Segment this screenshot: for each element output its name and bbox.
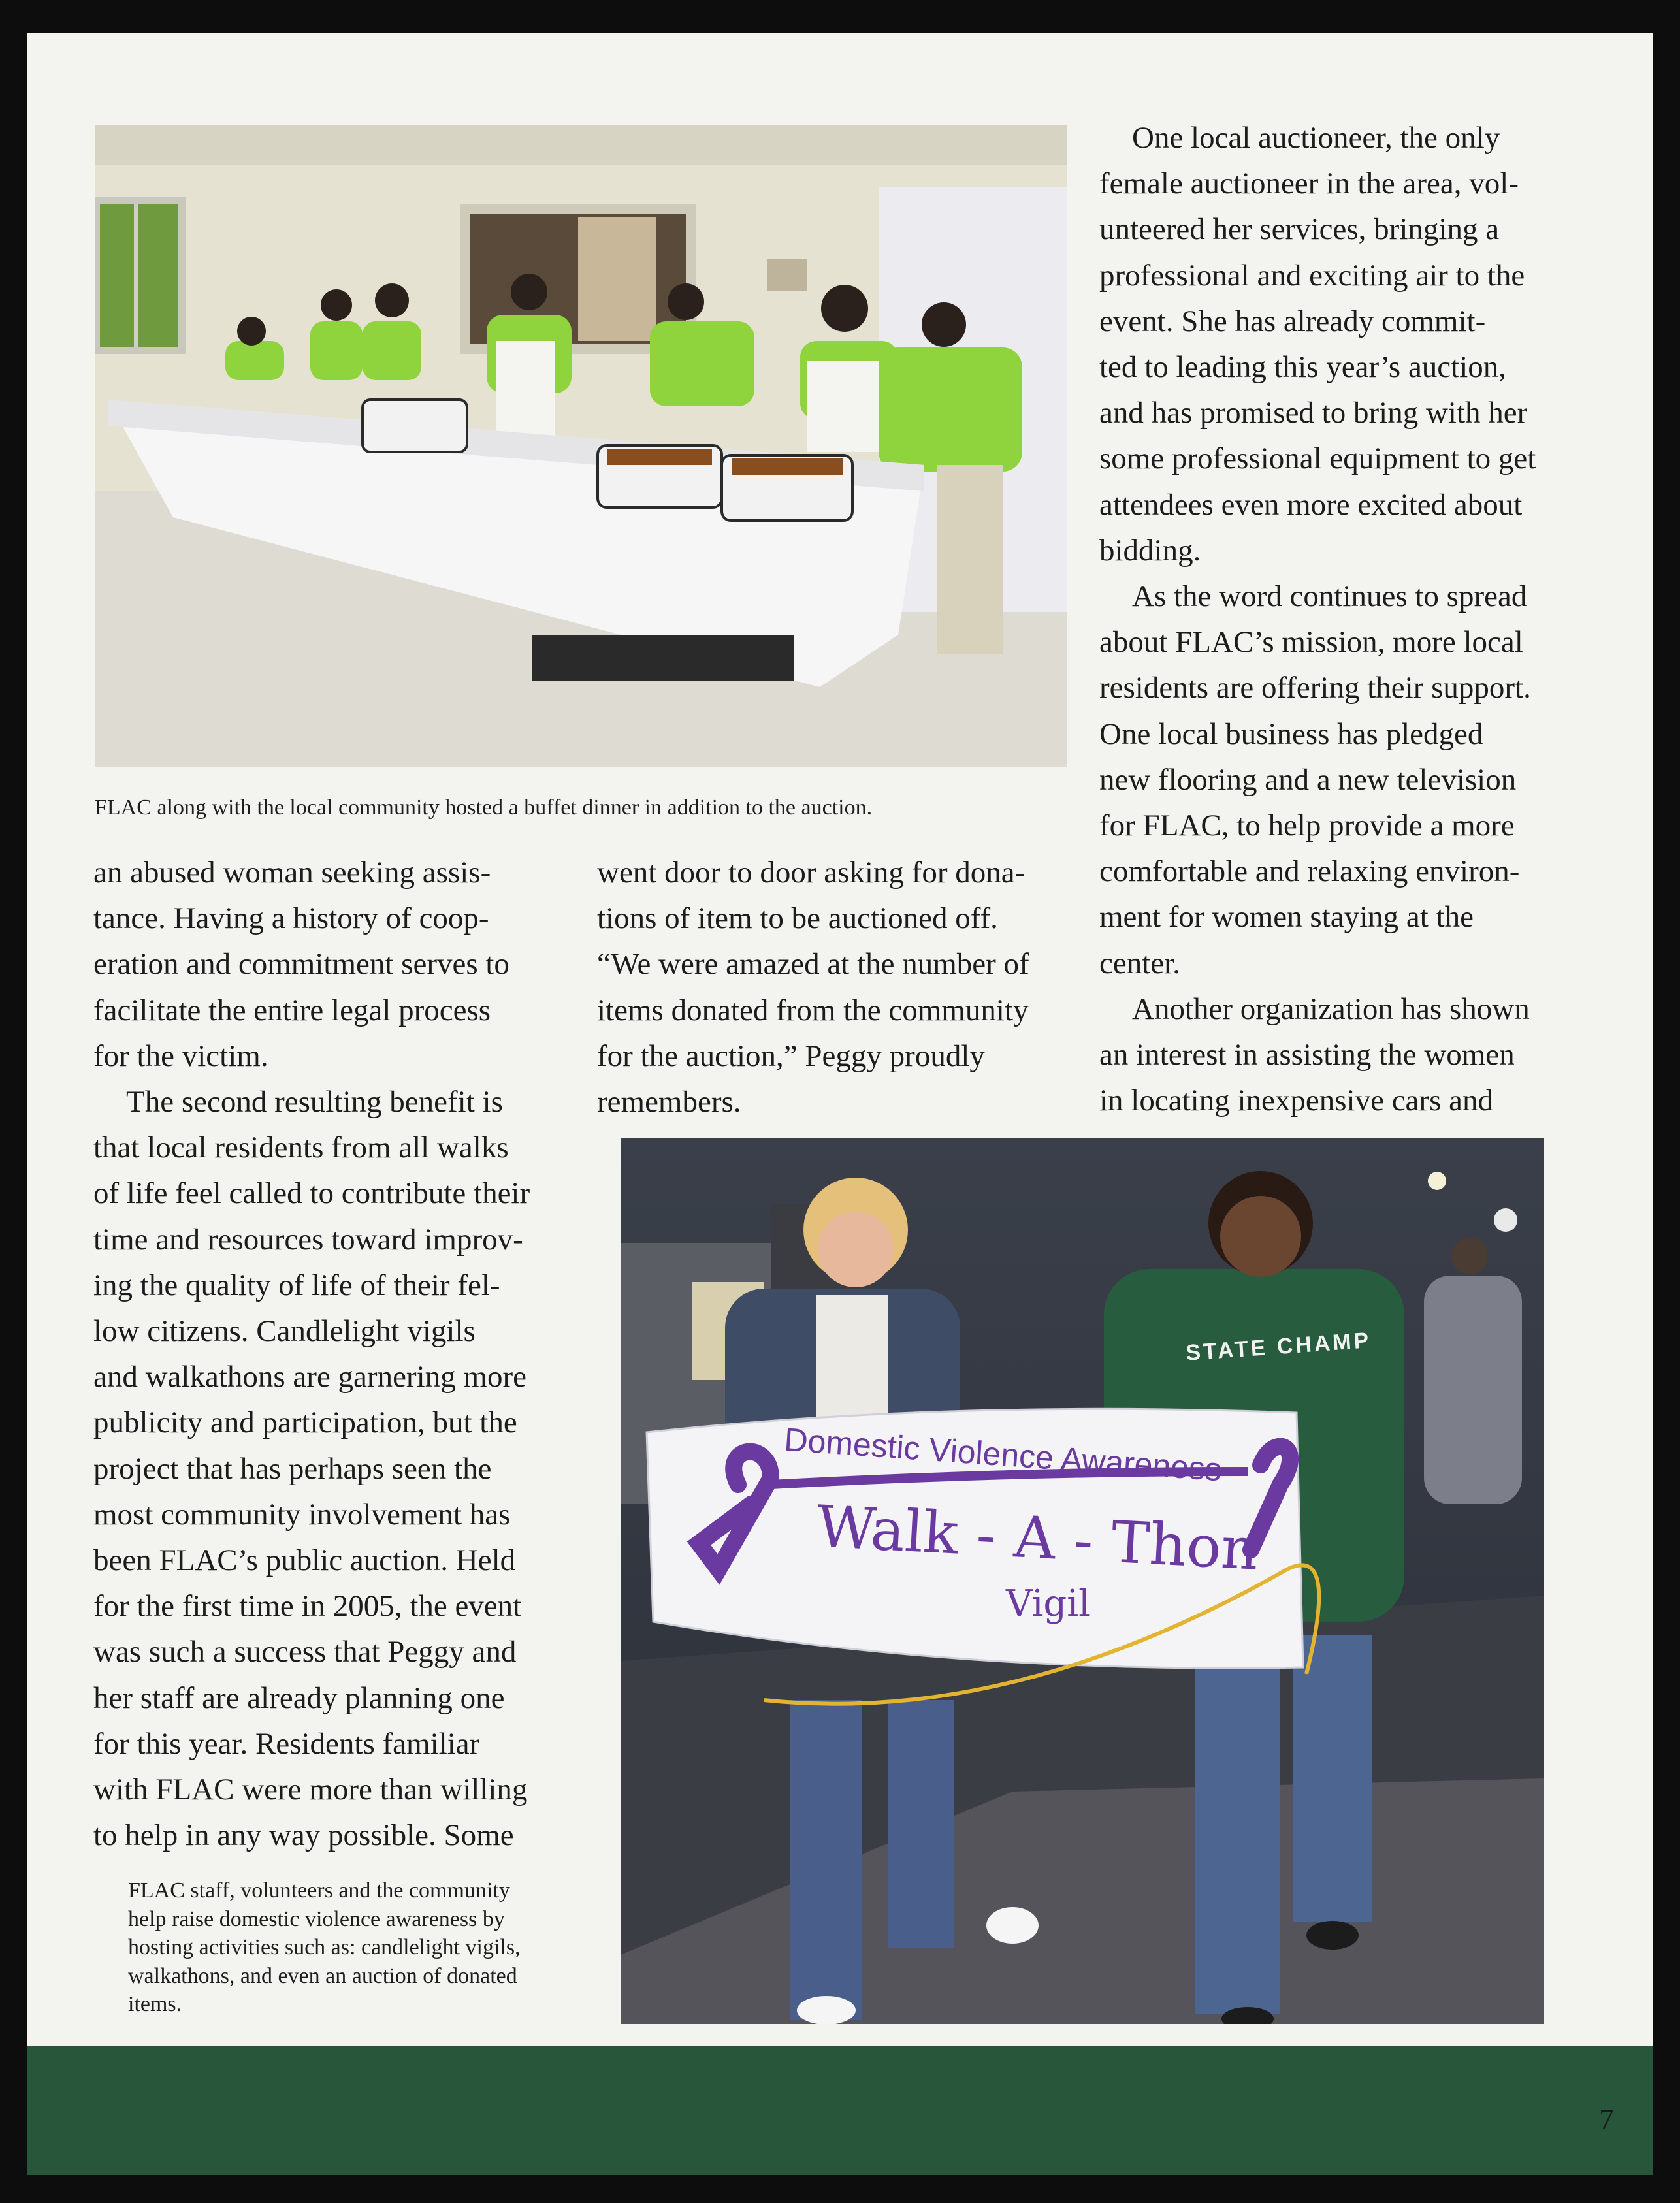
walkathon-photo-caption — [128, 1876, 585, 2019]
text-line: eration and commitment serves to — [93, 947, 509, 982]
footer-band — [27, 2046, 1653, 2175]
text-line: time and resources toward improv- — [93, 1222, 523, 1257]
text-line: center. — [1099, 946, 1180, 980]
text-line: new flooring and a new television — [1099, 762, 1517, 797]
text-line: Another organization has shown — [1132, 991, 1530, 1026]
text-line: One local business has pledged — [1099, 716, 1483, 751]
text-line: was such a success that Peggy and — [93, 1635, 517, 1669]
text-line: remembers. — [597, 1085, 741, 1119]
text-line: project that has perhaps seen the — [93, 1451, 492, 1486]
jacket-lettering: STATE CHAMP — [1184, 1328, 1372, 1366]
text-line: for the auction,” Peggy proudly — [597, 1038, 985, 1073]
caption-line: FLAC staff, volunteers and the community — [128, 1878, 510, 1903]
text-line: for the victim. — [93, 1038, 268, 1073]
walkathon-photo — [621, 1138, 1544, 2024]
text-line: and walkathons are garnering more — [93, 1360, 526, 1394]
buffet-photo-caption: FLAC along with the local community hosted a buffet dinner in addition to the auction. — [95, 796, 873, 820]
text-line: to help in any way possible. Some — [93, 1818, 514, 1853]
text-line: residents are offering their support. — [1099, 671, 1531, 705]
text-line: female auctioneer in the area, vol- — [1099, 167, 1519, 201]
text-line: in locating inexpensive cars and — [1099, 1084, 1493, 1118]
text-line: ing the quality of life of their fel- — [93, 1268, 500, 1302]
text-line: attendees even more excited about — [1099, 487, 1523, 522]
column-left — [93, 850, 530, 1858]
text-line: her staff are already planning one — [93, 1680, 505, 1715]
text-line: that local residents from all walks — [93, 1131, 509, 1165]
text-line: with FLAC were more than willing — [93, 1773, 528, 1807]
caption-line: walkathons, and even an auction of donated — [128, 1963, 517, 1988]
text-line: facilitate the entire legal process — [93, 993, 491, 1027]
banner-text-line3: Vigil — [1006, 1583, 1091, 1625]
text-line: unteered her services, bringing a — [1099, 212, 1500, 247]
text-line: about FLAC’s mission, more local — [1099, 625, 1523, 660]
banner-text-line2: Walk - A - Thon — [815, 1492, 1260, 1583]
column-middle — [597, 850, 1029, 1125]
caption-line: hosting activities such as: candlelight vigils, — [128, 1935, 521, 1959]
text-line: publicity and participation, but the — [93, 1406, 517, 1440]
text-line: bidding. — [1099, 533, 1201, 568]
text-line: for FLAC, to help provide a more — [1099, 809, 1515, 843]
text-line: As the word continues to spread — [1132, 579, 1527, 614]
text-line: One local auctioneer, the only — [1132, 121, 1500, 155]
text-line: items donated from the community — [597, 993, 1029, 1027]
text-line: went door to door asking for dona- — [597, 856, 1026, 890]
text-line: and has promised to bring with her — [1099, 396, 1528, 430]
text-line: The second resulting benefit is — [126, 1085, 503, 1119]
caption-line: items. — [128, 1992, 182, 2016]
text-line: low citizens. Candlelight vigils — [93, 1314, 476, 1349]
text-line: event. She has already commit- — [1099, 304, 1486, 338]
text-line: an interest in assisting the women — [1099, 1038, 1515, 1072]
text-line: tance. Having a history of coop- — [93, 901, 489, 936]
caption-line: help raise domestic violence awareness by — [128, 1906, 505, 1931]
page-number: 7 — [1599, 2102, 1614, 2136]
text-line: an abused woman seeking assis- — [93, 856, 491, 890]
text-line: of life feel called to contribute their — [93, 1176, 530, 1211]
text-line: “We were amazed at the number of — [597, 947, 1029, 982]
text-line: professional and exciting air to the — [1099, 258, 1525, 293]
buffet-dinner-photo — [95, 125, 1067, 767]
banner-text-line1: Domestic Violence Awareness — [783, 1421, 1223, 1488]
text-line: ted to leading this year’s auction, — [1099, 350, 1507, 385]
text-line: tions of item to be auctioned off. — [597, 901, 998, 936]
buffet-photo-illustration — [95, 125, 1067, 767]
walkathon-photo-illustration — [621, 1138, 1544, 2024]
text-line: most community involvement has — [93, 1497, 511, 1532]
text-line: ment for women staying at the — [1099, 900, 1474, 935]
text-line: been FLAC’s public auction. Held — [93, 1543, 516, 1578]
text-line: some professional equipment to get — [1099, 442, 1536, 476]
column-right — [1099, 115, 1536, 1123]
text-line: for this year. Residents familiar — [93, 1726, 480, 1761]
magazine-page — [27, 33, 1653, 2175]
text-line: for the first time in 2005, the event — [93, 1589, 522, 1624]
text-line: comfortable and relaxing environ- — [1099, 854, 1520, 889]
